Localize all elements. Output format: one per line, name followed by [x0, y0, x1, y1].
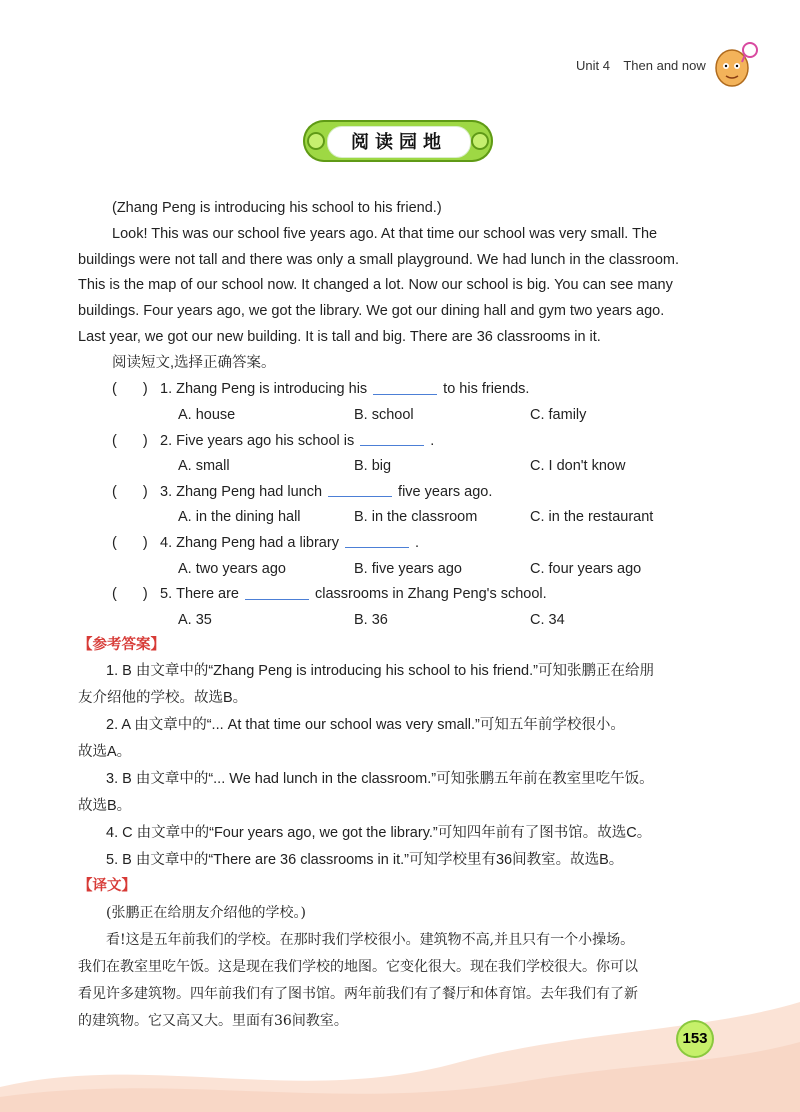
- page-number: 153: [678, 1022, 712, 1056]
- answer-line: 4. C 由文章中的“Four years ago, we got the library.”可知四年前有了图书馆。故选C。: [106, 825, 652, 842]
- answer-line: 故选A。: [78, 744, 132, 761]
- question-text: Zhang Peng had lunch: [176, 483, 323, 500]
- passage-intro: (Zhang Peng is introducing his school to his friend.): [112, 200, 442, 216]
- main-content: [78, 196, 726, 1035]
- question-number: 2.: [160, 432, 173, 449]
- question-text: classrooms in Zhang Peng's school.: [315, 586, 547, 603]
- question-2: [78, 428, 726, 479]
- translation-line: (张鹏正在给朋友介绍他的学校。): [106, 905, 306, 922]
- blank: [328, 486, 392, 497]
- question-number: 1.: [160, 381, 173, 398]
- answer-slot[interactable]: ( ): [112, 432, 148, 449]
- option-a: A. house: [178, 406, 236, 423]
- blank: [245, 589, 309, 600]
- question-text: There are: [176, 586, 239, 603]
- question-text: .: [430, 432, 435, 449]
- question-text: five years ago.: [398, 483, 493, 500]
- option-b: B. in the classroom: [354, 509, 478, 526]
- question-text: Zhang Peng is introducing his: [176, 381, 368, 398]
- translation-line: 的建筑物。它又高又大。里面有36间教室。: [78, 1013, 348, 1030]
- question-text: Zhang Peng had a library: [176, 534, 339, 551]
- question-4: [78, 530, 726, 581]
- answer-line: 3. B 由文章中的“... We had lunch in the classroom.”可知张鹏五年前在教室里吃午饭。: [106, 771, 654, 788]
- question-3: [78, 479, 726, 530]
- question-number: 4.: [160, 534, 173, 551]
- passage-line: buildings were not tall and there was only a small playground. We had lunch in the classroom.: [78, 251, 680, 268]
- option-b: B. five years ago: [354, 560, 462, 577]
- option-b: B. school: [354, 406, 414, 423]
- option-b: B. big: [354, 458, 392, 475]
- answer-line: 故选B。: [78, 798, 132, 815]
- blank: [360, 435, 424, 446]
- passage-line: This is the map of our school now. It changed a lot. Now our school is big. You can see many: [78, 277, 673, 294]
- dot-icon: [307, 132, 325, 150]
- option-c: C. family: [530, 406, 587, 423]
- question-text: .: [414, 534, 419, 551]
- translation-line: 看见许多建筑物。四年前我们有了图书馆。两年前我们有了餐厅和体育馆。去年我们有了新: [78, 986, 638, 1003]
- footer-wave: [0, 992, 800, 1112]
- passage-line: Last year, we got our new building. It is tall and big. There are 36 classrooms in it.: [78, 328, 601, 345]
- section-title-badge: [303, 120, 493, 162]
- option-b: B. 36: [354, 611, 388, 628]
- option-a: A. 35: [178, 611, 212, 628]
- option-c: C. in the restaurant: [530, 509, 654, 526]
- option-c: C. 34: [530, 611, 565, 628]
- option-c: C. I don't know: [530, 458, 626, 475]
- instruction: 阅读短文,选择正确答案。: [112, 354, 276, 371]
- blank: [373, 384, 437, 395]
- option-a: A. small: [178, 458, 230, 475]
- question-text: Five years ago his school is: [176, 432, 355, 449]
- option-a: A. in the dining hall: [178, 509, 301, 526]
- translation-header: 【译文】: [78, 878, 136, 895]
- unit-topic: Then and now: [623, 58, 706, 73]
- answers-header: 【参考答案】: [78, 636, 165, 653]
- question-5: [78, 581, 726, 632]
- answer-line: 5. B 由文章中的“There are 36 classrooms in it.”可知学校里有36间教室。故选B。: [106, 852, 624, 869]
- option-c: C. four years ago: [530, 560, 642, 577]
- blank: [345, 537, 409, 548]
- question-number: 5.: [160, 586, 173, 603]
- page-header: [576, 58, 706, 73]
- section-title: 阅读园地: [327, 126, 471, 158]
- answer-line: 2. A 由文章中的“... At that time our school was very small.”可知五年前学校很小。: [106, 717, 625, 734]
- answer-slot[interactable]: ( ): [112, 586, 148, 603]
- mascot-icon: [712, 38, 760, 92]
- answer-slot[interactable]: ( ): [112, 534, 148, 551]
- option-a: A. two years ago: [178, 560, 286, 577]
- translation-line: 看!这是五年前我们的学校。在那时我们学校很小。建筑物不高,并且只有一个小操场。: [106, 932, 635, 949]
- question-1: [78, 377, 726, 428]
- question-text: to his friends.: [443, 381, 530, 398]
- translation-line: 我们在教室里吃午饭。这是现在我们学校的地图。它变化很大。现在我们学校很大。你可以: [78, 959, 638, 976]
- answer-slot[interactable]: ( ): [112, 381, 148, 398]
- answer-line: 友介绍他的学校。故选B。: [78, 690, 248, 707]
- question-number: 3.: [160, 483, 173, 500]
- passage-line: buildings. Four years ago, we got the library. We got our dining hall and gym two years ago.: [78, 303, 665, 320]
- unit-label: Unit 4: [576, 58, 610, 73]
- dot-icon: [471, 132, 489, 150]
- passage-line: Look! This was our school five years ago. At that time our school was very small. The: [112, 225, 658, 242]
- answer-line: 1. B 由文章中的“Zhang Peng is introducing his school to his friend.”可知张鹏正在给朋: [106, 663, 654, 680]
- answer-slot[interactable]: ( ): [112, 483, 148, 500]
